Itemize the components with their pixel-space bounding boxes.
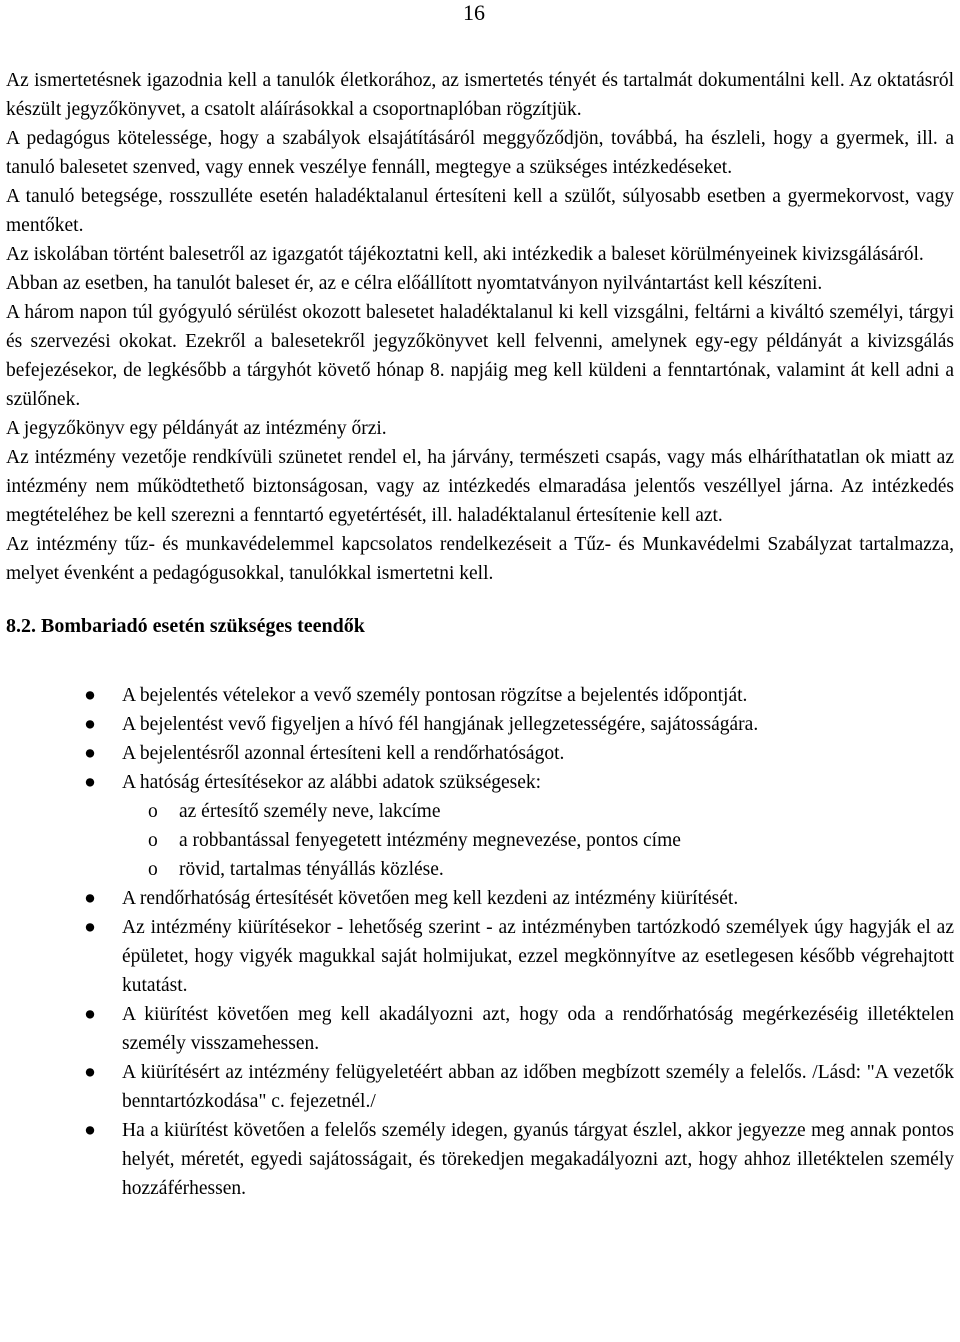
sub-bullet-item bbox=[122, 855, 954, 884]
circle-bullet-icon: o bbox=[148, 830, 158, 851]
bullet-icon: ● bbox=[84, 1062, 96, 1083]
document-body bbox=[6, 66, 954, 1203]
bullet-text: A bejelentésről azonnal értesíteni kell a rendőrhatóságot. bbox=[122, 743, 565, 764]
bullet-text: Ha a kiürítést követően a felelős személy idegen, gyanús tárgyat észlel, akkor jegyezze meg annak pontos helyét, méretét, egyedi sajátosságait, és törekedjen megakadályozni azt, hogy ahhoz illetéktelen személy hozzáférhessen. bbox=[122, 1120, 954, 1199]
sub-bullet-item bbox=[122, 797, 954, 826]
sub-bullet-text: az értesítő személy neve, lakcíme bbox=[179, 801, 441, 822]
bullet-icon: ● bbox=[84, 772, 96, 793]
bullet-list bbox=[6, 681, 954, 1203]
bullet-item bbox=[6, 913, 954, 1000]
section-heading: 8.2. Bombariadó esetén szükséges teendők bbox=[6, 615, 365, 637]
bullet-text: A kiürítést követően meg kell akadályozni azt, hogy oda a rendőrhatóság megérkezéséig illetéktelen személy visszamehessen. bbox=[122, 1004, 954, 1054]
paragraph: Az intézmény vezetője rendkívüli szünetet rendel el, ha járvány, természeti csapás, vagy más elháríthatatlan ok miatt az intézmény nem működtethető biztonságosan, vagy az intézkedés elmaradása jelentős veszéllyel járna. Az intézkedés megtételéhez be kell szerezni a fenntartó egyetértését, ill. haladéktalanul értesítenie kell azt. bbox=[6, 447, 954, 526]
circle-bullet-icon: o bbox=[148, 801, 158, 822]
bullet-item bbox=[6, 1000, 954, 1058]
bullet-text: A rendőrhatóság értesítését követően meg kell kezdeni az intézmény kiürítését. bbox=[122, 888, 739, 909]
paragraph: Az ismertetésnek igazodnia kell a tanulók életkorához, az ismertetés tényét és tartalmát dokumentálni kell. Az oktatásról készült jegyzőkönyvet, a csatolt aláírásokkal a csoportnaplóban rögzítjük. bbox=[6, 70, 954, 120]
paragraph: A tanuló betegsége, rosszulléte esetén haladéktalanul értesíteni kell a szülőt, súlyosabb esetben a gyermekorvost, vagy mentőket. bbox=[6, 186, 954, 236]
paragraph: A pedagógus kötelessége, hogy a szabályok elsajátításáról meggyőződjön, továbbá, ha észleli, hogy a gyermek, ill. a tanuló balesetet szenved, vagy ennek veszélye fennáll, megtegye a szükséges intézkedéseket. bbox=[6, 128, 954, 178]
bullet-item bbox=[6, 1058, 954, 1116]
bullet-text: A kiürítésért az intézmény felügyeletéért abban az időben megbízott személy a felelős. /Lásd: "A vezetők benntartózkodása" c. fejezetnél./ bbox=[122, 1062, 954, 1112]
bullet-item bbox=[6, 1116, 954, 1203]
sub-bullet-list bbox=[122, 797, 954, 884]
bullet-icon: ● bbox=[84, 714, 96, 735]
page-number: 16 bbox=[463, 0, 485, 25]
sub-bullet-item bbox=[122, 826, 954, 855]
bullet-text: A bejelentés vételekor a vevő személy pontosan rögzítse a bejelentés időpontját. bbox=[122, 685, 748, 706]
paragraph: A három napon túl gyógyuló sérülést okozott balesetet haladéktalanul ki kell vizsgálni, feltárni a kiváltó személyi, tárgyi és szervezési okokat. Ezekről a balesetekről jegyzőkönyvet kell felvenni, amelynek egy-egy példányát a kivizsgálás befejezésekor, de legkésőbb a tárgyhót követő hónap 8. napjáig meg kell küldeni a fenntartónak, valamint át kell adni a szülőnek. bbox=[6, 302, 954, 410]
bullet-item bbox=[6, 739, 954, 768]
bullet-icon: ● bbox=[84, 685, 96, 706]
bullet-icon: ● bbox=[84, 1120, 96, 1141]
bullet-text: A hatóság értesítésekor az alábbi adatok szükségesek: bbox=[122, 772, 542, 793]
bullet-icon: ● bbox=[84, 1004, 96, 1025]
bullet-item bbox=[6, 768, 954, 884]
bullet-item bbox=[6, 884, 954, 913]
paragraph: Az iskolában történt balesetről az igazgatót tájékoztatni kell, aki intézkedik a baleset körülményeinek kivizsgálásáról. bbox=[6, 244, 924, 265]
paragraph: Az intézmény tűz- és munkavédelemmel kapcsolatos rendelkezéseit a Tűz- és Munkavédelmi Szabályzat tartalmazza, melyet évenként a pedagógusokkal, tanulókkal ismertetni kell. bbox=[6, 534, 954, 584]
bullet-text: A bejelentést vevő figyeljen a hívó fél hangjának jellegzetességére, sajátosságára. bbox=[122, 714, 759, 735]
paragraph: A jegyzőkönyv egy példányát az intézmény őrzi. bbox=[6, 418, 387, 439]
bullet-text: Az intézmény kiürítésekor - lehetőség szerint - az intézményben tartózkodó személyek úgy hagyják el az épületet, hogy vigyék magukkal saját holmijukat, ezzel megkönnyítve az esetlegesen később végrehajtott kutatást. bbox=[122, 917, 954, 996]
bullet-icon: ● bbox=[84, 888, 96, 909]
bullet-icon: ● bbox=[84, 743, 96, 764]
paragraph: Abban az esetben, ha tanulót baleset ér, az e célra előállított nyomtatványon nyilvántartást kell készíteni. bbox=[6, 273, 823, 294]
bullet-item bbox=[6, 710, 954, 739]
sub-bullet-text: a robbantással fenyegetett intézmény megnevezése, pontos címe bbox=[179, 830, 681, 851]
circle-bullet-icon: o bbox=[148, 859, 158, 880]
sub-bullet-text: rövid, tartalmas tényállás közlése. bbox=[179, 859, 444, 880]
bullet-icon: ● bbox=[84, 917, 96, 938]
bullet-item bbox=[6, 681, 954, 710]
